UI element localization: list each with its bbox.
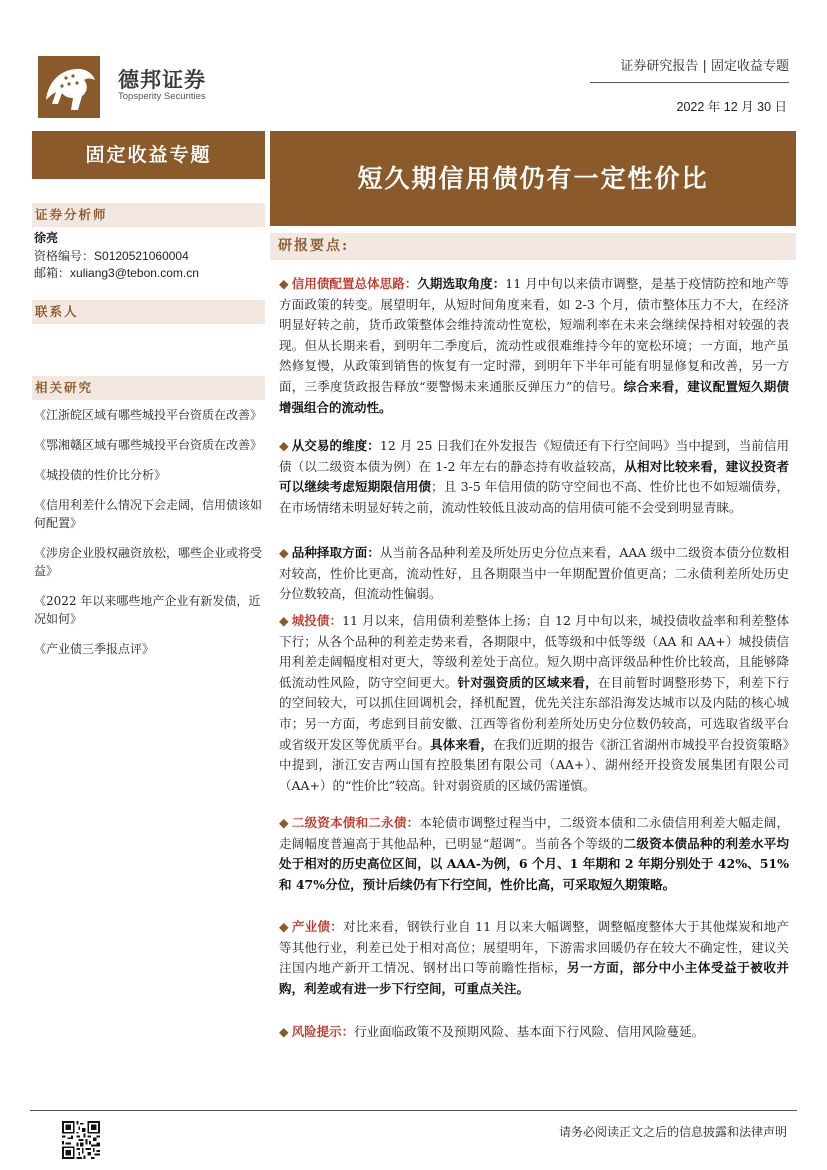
bullet-icon: ◆ [279, 919, 289, 934]
related-item[interactable]: 《鄂湘赣区域有哪些城投平台资质在改善》 [34, 438, 263, 452]
summary-paragraph-trading: ◆ 从交易的维度：12 月 25 日我们在外发报告《短债还有下行空间吗》当中提到，当前信用债（以二级资本债为例）在 1-2 年左右的静态持有收益较高，从相对比较来看，建议投资者可以继续考虑短期限信用债；且 3-5 年信用债的防守空间也不高、性价比也不如短端债券，在市场情绪未明显好转之前，流动性较低且波动高的信用债可能不会受到明显青睐。 [279, 438, 789, 515]
related-item[interactable]: 《城投债的性价比分析》 [34, 468, 167, 482]
summary-paragraph-selection: ◆ 品种择取方面：从当前各品种利差及所处历史分位点来看，AAA 级中二级资本债分位数相对较高，性价比更高，流动性好，且各期限当中一年期配置价值更高；二永债利差所处历史分位数较高，但流动性偏弱。 [279, 545, 789, 602]
summary-paragraph-industrial: ◆ 产业债：对比来看，钢铁行业自 11 月以来大幅调整，调整幅度整体大于其他煤炭和地产等其他行业，利差已处于相对高位；展望明年，下游需求回暖仍存在较大不确定性，建议关注国内地产新开工情况、钢材出口等前瞻性指标，另一方面，部分中小主体受益于被收并购，利差或有进一步下行空间，可重点关注。 [279, 919, 789, 996]
summary-paragraph-allocation: ◆ 信用债配置总体思路：久期选取角度：11 月中旬以来债市调整，是基于疫情防控和地产等方面政策的转变。展望明年，从短时间角度来看，如 2-3 个月，债市整体压力不大，在经济明显好转之前，货币政策整体会维持流动性宽松，短端利率在未来会继续保持相对较强的表现。但从长期来看，到明年二季度后，流动性或很难维持今年的宽松环境；一方面，地产虽然修复慢，从政策到销售的恢复有一定时滞，到明年下半年可能有明显修复和改善，另一方面，三季度货政报告释放“要警惕未来通胀反弹压力”的信号。综合来看，建议配置短久期债增强组合的流动性。 [279, 276, 789, 415]
analyst-name: 徐亮 [34, 231, 59, 245]
tebon-logo-icon [38, 56, 100, 118]
related-heading: 相关研究 [32, 376, 265, 400]
bullet-icon: ◆ [279, 815, 289, 830]
brand-name: 德邦证券 [118, 68, 206, 92]
summary-paragraph-chengtou: ◆ 城投债：11 月以来，信用债利差整体上扬；自 12 月中旬以来，城投债收益率和利差整体下行；从各个品种的利差走势来看，各期限中，低等级和中低等级（AA 和 AA+）城投债信用利差走阔幅度相对更大，等级利差处于高位。短久期中高评级品种性价比较高，且能够降低流动性风险，防守空间更大。针对强资质的区域来看，在目前暂时调整形势下，利差下行的空间较大，可以抓住回调机会，择机配置，优先关注东部沿海发达城市以及内陆的核心城市；另一方面，考虑到目前安徽、江西等省份利差所处历史分位数仍较高，可选取省级平台或省级开发区等优质平台。具体来看，在我们近期的报告《浙江省湖州市城投平台投资策略》中提到，浙江安吉两山国有控股集团有限公司（AA+）、湖州经开投资发展集团有限公司（AA+）的“性价比”较高。针对弱资质的区域仍需谨慎。 [279, 613, 789, 793]
bullet-icon: ◆ [279, 613, 289, 628]
related-item[interactable]: 《江浙皖区域有哪些城投平台资质在改善》 [34, 408, 263, 422]
report-date: 2022 年 12 月 30 日 [676, 100, 787, 114]
summary-paragraph-capital-bonds: ◆ 二级资本债和二永债：本轮债市调整过程当中，二级资本债和二永债信用利差大幅走阔，走阔幅度普遍高于其他品种，已明显“超调”。当前各个等级的二级资本债品种的利差水平均处于相对的历史高位区间，以 AAA-为例，6 个月、1 年期和 2 年期分别处于 42%、51%和 47%分位，预计后续仍有下行空间，性价比高，可采取短久期策略。 [279, 815, 789, 892]
bullet-icon: ◆ [279, 276, 289, 291]
summary-heading: 研报要点: [270, 233, 796, 260]
related-item[interactable]: 《产业债三季报点评》 [34, 642, 155, 656]
header-divider [590, 82, 789, 83]
related-research-list [34, 406, 264, 670]
bullet-icon: ◆ [279, 1024, 289, 1039]
related-item[interactable]: 《涉房企业股权融资放松，哪些企业或将受益》 [34, 546, 263, 578]
contact-heading: 联系人 [32, 300, 265, 324]
footer-disclaimer: 请务必阅读正文之后的信息披露和法律声明 [558, 1125, 787, 1139]
related-item[interactable]: 《信用利差什么情况下会走阔，信用债该如何配置》 [34, 498, 263, 530]
analyst-email: 邮箱：xuliang3@tebon.com.cn [34, 266, 199, 280]
email-link[interactable]: xuliang3@tebon.com.cn [70, 266, 199, 280]
topic-banner: 固定收益专题 [32, 131, 265, 179]
report-type: 证券研究报告 | 固定收益专题 [620, 59, 789, 74]
analyst-heading: 证券分析师 [32, 203, 265, 227]
report-title: 短久期信用债仍有一定性价比 [270, 131, 796, 226]
bullet-icon: ◆ [279, 545, 289, 560]
footer-divider [30, 1110, 797, 1111]
qr-code-icon [62, 1121, 100, 1159]
bullet-icon: ◆ [279, 438, 289, 453]
analyst-cert: 资格编号：S0120521060004 [34, 249, 189, 263]
summary-paragraph-risk: ◆ 风险提示：行业面临政策不及预期风险、基本面下行风险、信用风险蔓延。 [279, 1024, 705, 1039]
brand-name-en: Topsperity Securities [118, 91, 206, 102]
related-item[interactable]: 《2022 年以来哪些地产企业有新发债，近况如何》 [34, 594, 261, 626]
